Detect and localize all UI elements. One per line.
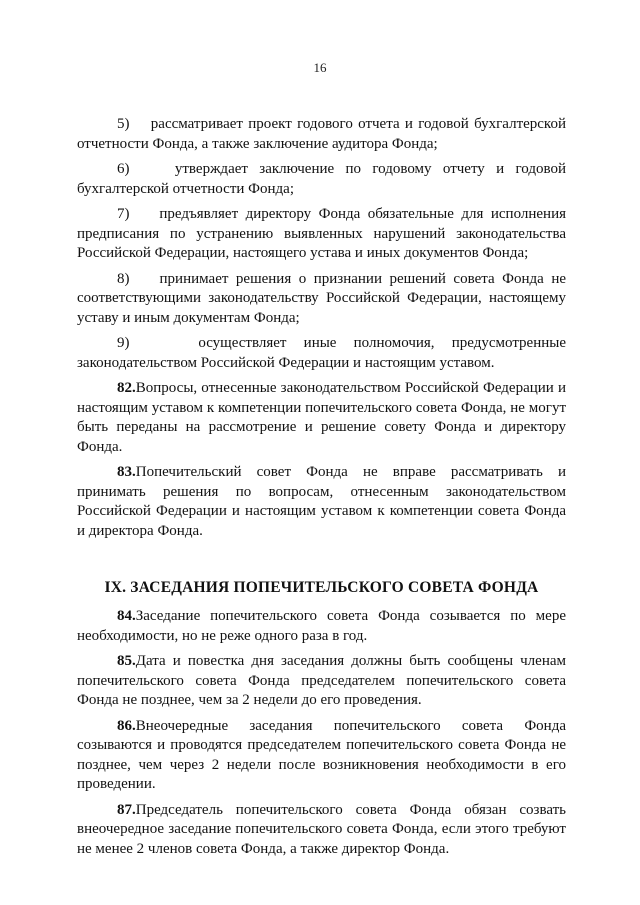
clause-number: 86. [117,717,136,734]
list-item-9 [77,334,566,373]
item-text: предъявляет директору Фонда обязательные для исполнения предписания по устранению выявленных нарушений законодательства Российской Федерации, настоящего устава и иных документов Фонда; [77,206,567,261]
section-heading: IX. ЗАСЕДАНИЯ ПОПЕЧИТЕЛЬСКОГО СОВЕТА ФОНДА [104,579,539,596]
clause-number: 84. [117,608,136,624]
clause-number: 87. [117,801,136,818]
clause-text: Дата и повестка дня заседания должны быть сообщены членам попечительского совета Фонда председателем попечительского совета Фонда не позднее, чем за 2 недели до его проведения. [77,653,566,708]
list-item-7 [77,205,566,264]
clause-text: Председатель попечительского совета Фонда обязан созвать внеочередное заседание попечительского совета Фонда, если этого требуют не менее 2 членов совета Фонда, а также директор Фонда. [77,801,566,857]
clause-85 [77,652,566,711]
item-number: 6) [117,161,130,177]
clause-number: 85. [117,653,136,669]
item-number: 8) [117,270,130,287]
clause-83 [77,463,566,541]
clause-number: 83. [117,464,136,480]
item-text: рассматривает проект годового отчета и годовой бухгалтерской отчетности Фонда, а также заключение аудитора Фонда; [77,116,566,152]
item-number: 5) [117,116,130,132]
item-text: утверждает заключение по годовому отчету и годовой бухгалтерской отчетности Фонда; [77,161,566,197]
clause-87 [77,801,566,860]
clause-text: Внеочередные заседания попечительского совета Фонда созываются и проводятся председателем попечительского совета Фонда не позднее, чем через 2 недели после возникновения необходимости в его проведении. [77,717,566,792]
list-item-6 [77,160,566,199]
item-text: осуществляет иные полномочия, предусмотренные законодательством Российской Федерации и настоящим уставом. [77,335,567,371]
clause-84 [77,607,566,646]
clause-number: 82. [117,380,136,396]
clause-text: Вопросы, отнесенные законодательством Российской Федерации и настоящим уставом к компетенции попечительского совета Фонда, не могут быть переданы на рассмотрение и решение совету Фонда и директору Фонда. [77,380,566,455]
clause-text: Заседание попечительского совета Фонда созывается по мере необходимости, но не реже одного раза в год. [77,608,566,644]
item-number: 9) [117,335,130,351]
item-text: принимает решения о признании решений совета Фонда не соответствующими законодательству Российской Федерации, настоящему уставу и иным документам Фонда; [77,270,567,326]
list-item-5 [77,115,566,154]
item-number: 7) [117,206,130,222]
clause-86 [77,717,566,795]
page-number: 16 [313,60,327,75]
document-body [77,115,566,865]
list-item-8 [77,270,566,329]
clause-82 [77,379,566,457]
clause-text: Попечительский совет Фонда не вправе рассматривать и принимать решения по вопросам, отнесенным законодательством Российской Федерации и настоящим уставом к компетенции совета Фонда и директора Фонда. [77,464,566,539]
